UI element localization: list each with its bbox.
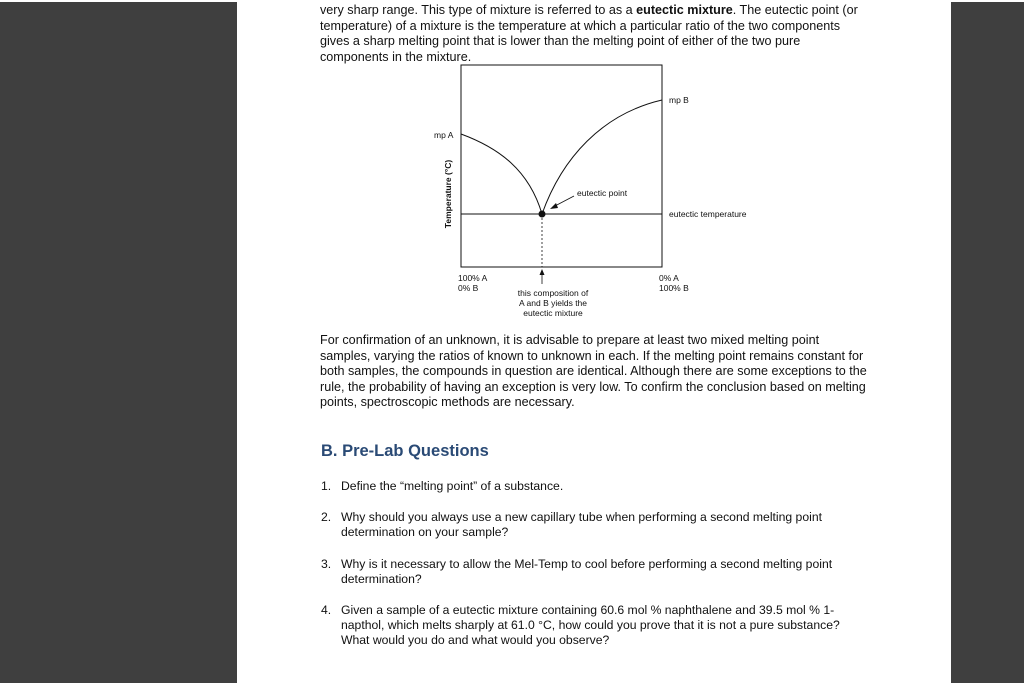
eutectic-point-marker [539,211,546,218]
eutectic-temperature-label: eutectic temperature [669,209,747,219]
question-text: Why is it necessary to allow the Mel-Temp to cool before performing a second melting point determination? [341,557,833,587]
document-page [237,2,951,683]
left-composition-b: 0% B [458,283,479,293]
question-text: Why should you always use a new capillary tube when performing a second melting point determination on your sample? [341,510,822,540]
question-number: 4. [321,603,332,617]
y-axis-label: Temperature (°C) [443,159,453,229]
question-text: Define the “melting point” of a substance. [341,479,564,493]
intro-term-bold: eutectic mixture [636,3,733,17]
diagram-frame [461,65,662,267]
composition-note-line2: A and B yields the [518,298,588,308]
question-number: 1. [321,479,332,493]
mp-b-label: mp B [669,95,689,105]
eutectic-point-label: eutectic point [577,188,628,198]
right-composition-b: 100% B [659,283,689,293]
question-number: 2. [321,510,332,524]
mp-a-label: mp A [434,130,454,140]
question-text: Given a sample of a eutectic mixture containing 60.6 mol % naphthalene and 39.5 mol % 1-napthol, which melts sharply at 61.0 °C, how could you prove that it is not a pure substance? What would you do and what would you observe? [341,603,840,648]
section-heading: B. Pre-Lab Questions [321,442,489,460]
intro-paragraph [320,3,868,65]
composition-arrowhead [540,269,545,275]
composition-note-line3: eutectic mixture [523,308,583,318]
right-composition-a: 0% A [659,273,679,283]
confirmation-paragraph: For confirmation of an unknown, it is advisable to prepare at least two mixed melting point samples, varying the ratios of known to unknown in each. If the melting point remains constant for both samples, the compounds in question are identical. Although there are some exceptions to the rule, the probability of having an exception is very low. To confirm the conclusion based on melting points, spectroscopic methods are necessary. [320,333,867,410]
question-number: 3. [321,557,332,571]
curve-a [461,134,542,214]
composition-note-line1: this composition of [517,288,589,298]
eutectic-point-arrowhead [550,203,558,209]
eutectic-diagram [237,62,951,332]
intro-text-before: very sharp range. This type of mixture is referred to as a [320,3,637,17]
intro-text-after: . The eutectic point (or temperature) of a mixture is the temperature at which a particular ratio of the two components gives a sharp melting point that is lower than the melting point of either of the two pure components in the mixture. [320,3,858,64]
left-composition-a: 100% A [458,273,488,283]
